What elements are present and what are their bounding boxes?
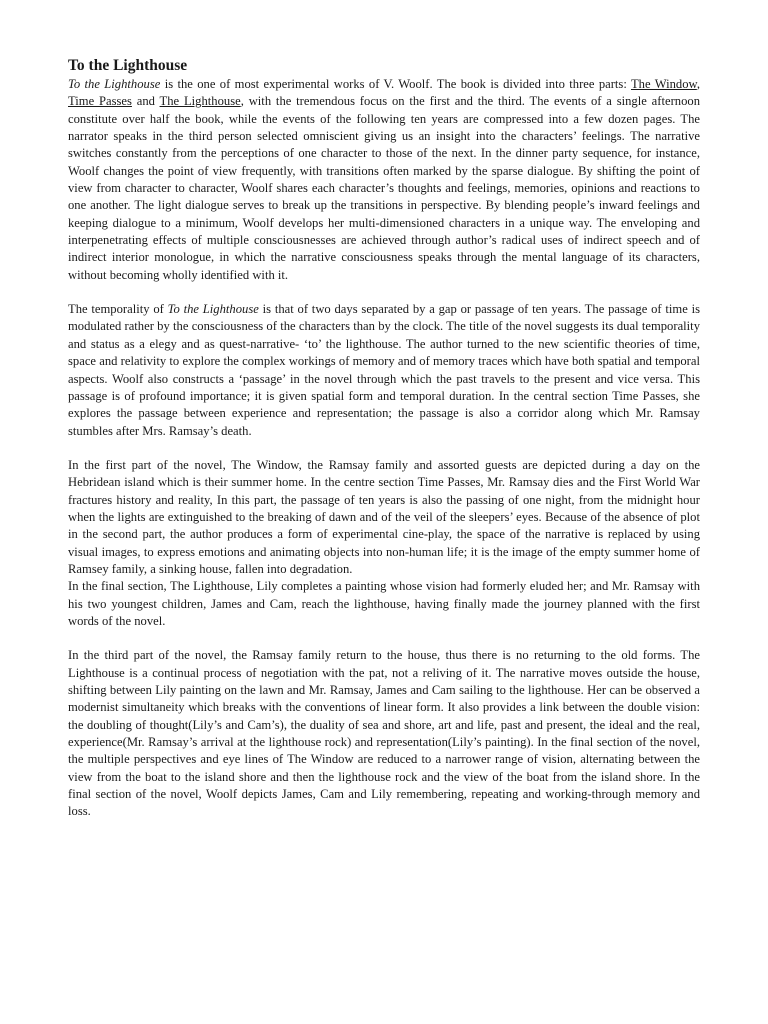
paragraph-final-section: In the final section, The Lighthouse, Lily completes a painting whose vision had formerly eluded her; and Mr. Ramsay with his two youngest children, James and Cam, reach the lighthouse, having finally made the journey planned with the first words of the novel. bbox=[68, 579, 700, 628]
paragraph-third-part: In the third part of the novel, the Ramsay family return to the house, thus there is no returning to the old forms. The Lighthouse is a continual process of negotiation with the pat, not a reliving of it. The narrative moves outside the house, shifting between Lily painting on the lawn and Mr. Ramsay, James and Cam sailing to the lighthouse. Her can be observed a modernist simultaneity which breaks with the conventions of linear form. It also provides a link between the double vision: the doubling of thought(Lily’s and Cam’s), the duality of sea and shore, art and life, past and present, the ideal and the real, experience(Mr. Ramsay’s arrival at the lighthouse rock) and representation(Lily’s painting). In the final section of the novel, the multiple perspectives and eye lines of The Window are reduced to a narrower range of vision, alternating between the view from the boat to the island shore and then the lighthouse rock and the view of the boat from the island shore. In the final section of the novel, Woolf depicts James, Cam and Lily remembering, repeating and working-through memory and loss. bbox=[68, 648, 700, 819]
italic-title: To the Lighthouse bbox=[167, 302, 259, 317]
paragraph-structure bbox=[68, 76, 700, 284]
italic-title: To the Lighthouse bbox=[68, 77, 161, 91]
paragraph-temporality bbox=[68, 301, 700, 440]
paragraph-first-part: In the first part of the novel, The Window, the Ramsay family and assorted guests are depicted during a day on the Hebridean island which is their summer home. In the centre section Time Passes, Mr. Ramsay dies and the First World War fractures history and reality, In this part, the passage of ten years is also the passing of one night, from the midnight hour when the lights are extinguished to the breaking of dawn and of the veil of the sleepers’ eyes. Because of the absence of plot in the second part, the author produces a form of experimental cine-play, the space of the narrative is replaced by using visual images, to express emotions and animating objects into non-human life; it is the image of the empty summer home of Ramsey family, a sinking house, fallen into degradation. bbox=[68, 457, 700, 576]
text-run: is the one of most experimental works of V. Woolf. The book is divided into three parts: bbox=[160, 77, 631, 91]
text-run: is that of two days separated by a gap or passage of ten years. The passage of time is modulated rather by the consciousness of the characters than by the clock. The title of the novel suggests its dual temporality and status as a elegy and as quest-narrative- ‘to’ the lighthouse. The author turned to the new scientific theories of time, space and relativity to explore the complex workings of memory and of memory traces which have both spatial and temporal aspects. Woolf also constructs a ‘passage’ in the novel through which the past travels to the present and vice versa. This passage is of profound importance; it is given spatial form and temporal duration. In the central section Time Passes, she explores the passage between experience and representation; the passage is also a corridor along which Mr. Ramsay stumbles after Mrs. Ramsay’s death. bbox=[68, 302, 700, 438]
document-page bbox=[68, 56, 700, 821]
document-title: To the Lighthouse bbox=[68, 57, 188, 74]
underlined-part-time-passes: Time Passes bbox=[68, 94, 132, 109]
text-run: The temporality of bbox=[68, 302, 168, 317]
text-run: , with the tremendous focus on the first and the third. The events of a single afternoon constitute over half the book, while the events of the following ten years are compressed into a few dozen pages. The narrator speaks in the third person selected omniscient giving us an insight into the characters’ feelings. The narrative switches constantly from the perceptions of one character to those of the next. In the dinner party sequence, for instance, Woolf changes the point of view frequently, with transitions often marked by the sparse dialogue. By shifting the point of view from character to character, Woolf shares each character’s thoughts and feelings, memories, opinions and reactions to one another. The light dialogue serves to break up the transitions in perspective. By blending people’s inward feelings and keeping dialogue to a minimum, Woolf develops her multi-dimensioned characters in a unique way. The enveloping and interpenetrating effects of multiple consciousnesses are achieved through author’s radical uses of indirect speech and of indirect interior monologue, in which the narrative consciousness speaks through the mental language of its characters, without becoming wholly identified with it. bbox=[68, 94, 700, 282]
text-run: , bbox=[696, 77, 700, 91]
underlined-part-window: The Window bbox=[630, 77, 697, 91]
text-run: and bbox=[131, 94, 160, 109]
underlined-part-lighthouse: The Lighthouse bbox=[159, 94, 241, 109]
